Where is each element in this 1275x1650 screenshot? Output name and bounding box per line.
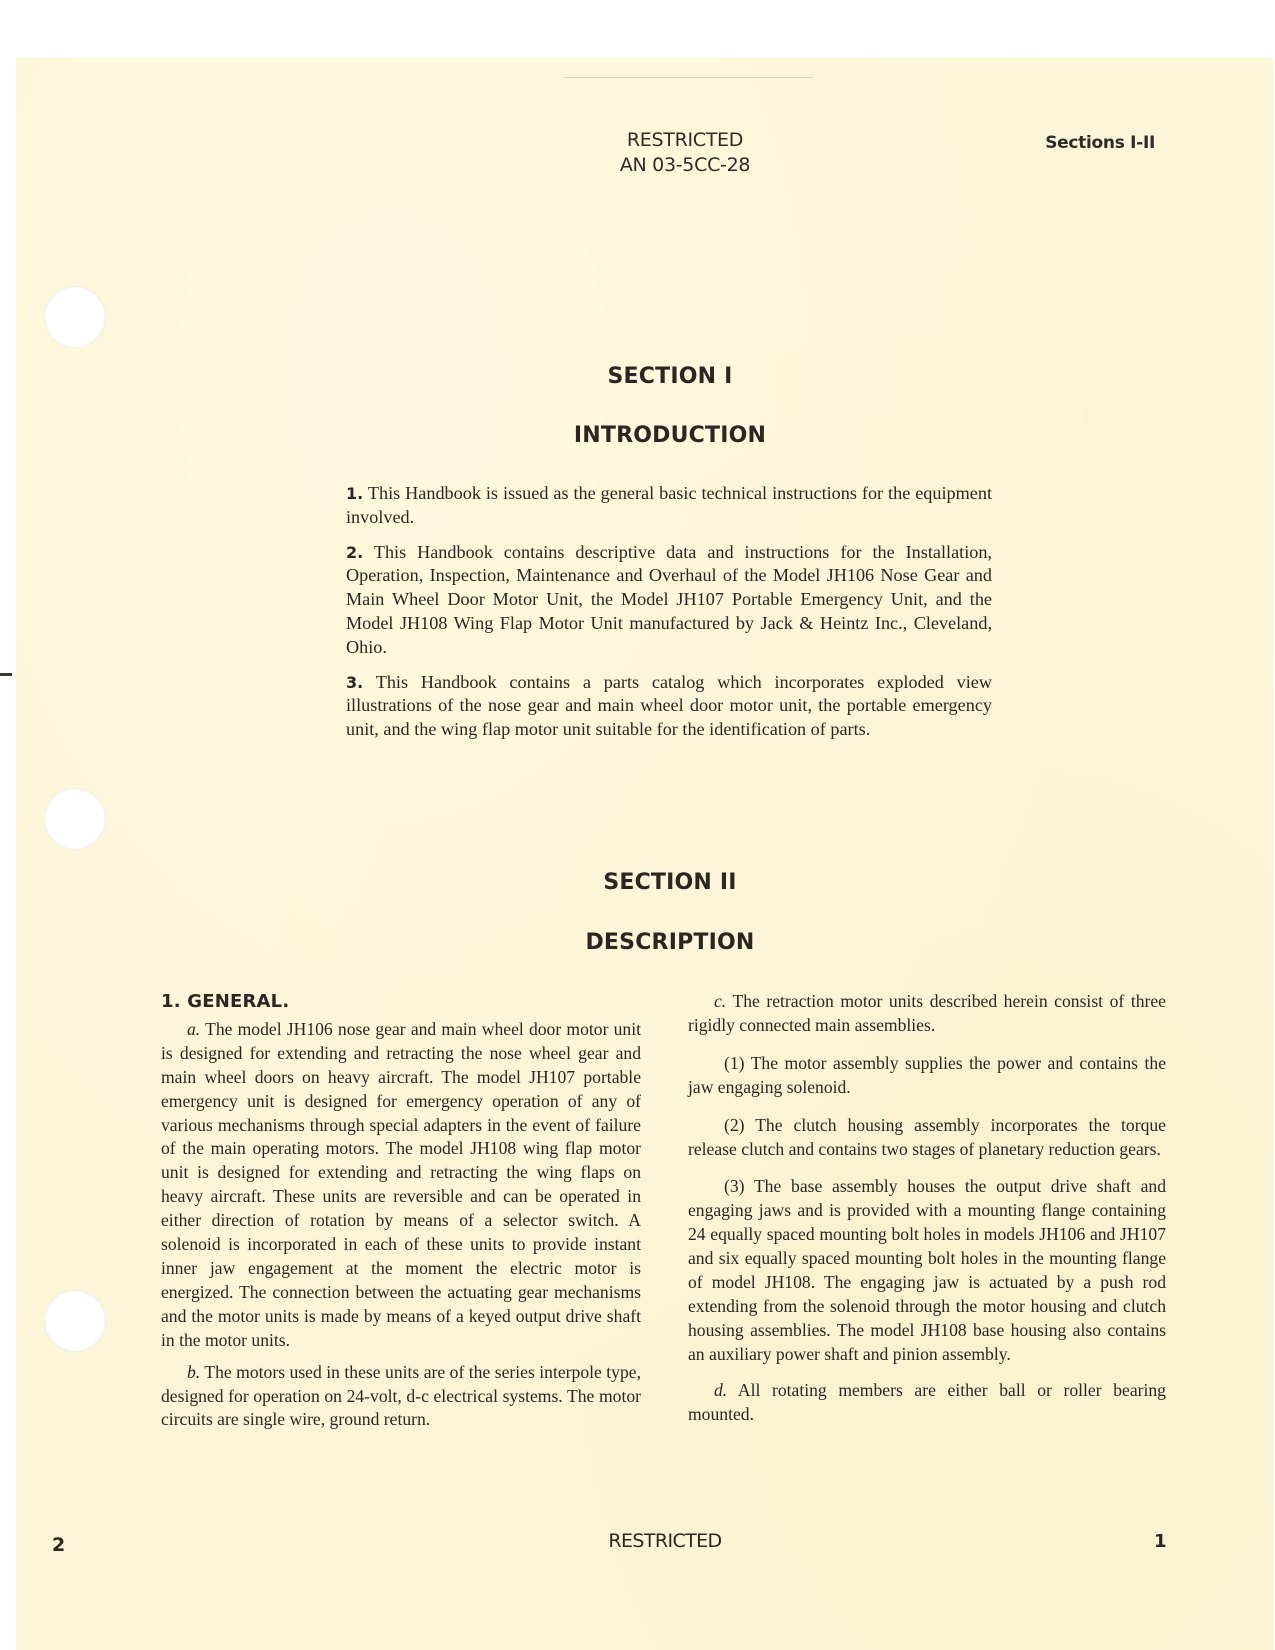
footer-classification: RESTRICTED [608, 1530, 722, 1552]
footer-right-page-number: 1 [1154, 1531, 1167, 1552]
paragraph-label: (2) [724, 1114, 745, 1135]
paragraph-text: This Handbook contains a parts catalog which incorporates exploded view illustrations of the nose gear and main wheel door motor unit, the portable emergency unit, and the wing flap motor unit suitable for the identification of parts. [346, 671, 992, 740]
paragraph-label: a. [187, 1018, 201, 1039]
paragraph-text: The model JH106 nose gear and main wheel door motor unit is designed for extending and retracting the nose wheel gear and main wheel doors on heavy aircraft. The model JH107 portable emergency unit is designed for emergency operation of any of various mechanisms through special adapters in the event of failure of the main operating motors. The model JH108 wing flap motor unit is designed for extending and retracting the wing flaps on heavy aircraft. These units are reversible and can be operated in either direction of rotation by means of a selector switch. A solenoid is incorporated in each of these units to provide instant inner jaw engagement at the moment the electric motor is energized. The connection between the actuating gear mechanisms and the motor units is made by means of a keyed output drive shaft in the motor units. [161, 1018, 641, 1350]
paragraph-number: 1. [346, 484, 364, 503]
section-1-number: SECTION I [607, 364, 733, 389]
top-rule-divider [563, 77, 813, 78]
paragraph-label: b. [187, 1361, 201, 1382]
paragraph-text: The retraction motor units described herein consist of three rigidly connected main assemblies. [688, 991, 1166, 1035]
description-paragraph [688, 990, 1166, 1038]
description-paragraph [161, 1018, 641, 1353]
paragraph-text: The base assembly houses the output drive shaft and engaging jaws and is provided with a mounting flange containing 24 equally spaced mounting bolt holes in models JH106 and JH107 and six equally spaced mounting bolt holes in the mounting flange of model JH108. The engaging jaw is actuated by a push rod extending from the solenoid through the motor housing and clutch housing assemblies. The model JH108 base housing also contains an auxiliary power shaft and pinion assembly. [688, 1176, 1166, 1364]
paragraph-text: The motor assembly supplies the power and contains the jaw engaging solenoid. [688, 1052, 1167, 1097]
section-1-body [346, 482, 992, 753]
header-classification: RESTRICTED [626, 129, 744, 151]
description-paragraph [161, 1361, 641, 1433]
paragraph-text: All rotating members are either ball or roller bearing mounted. [688, 1379, 1166, 1424]
header-doc-number: AN 03-5CC-28 [619, 154, 751, 176]
paragraph-label: (3) [724, 1176, 745, 1197]
section-2-right-column [688, 990, 1166, 1435]
page-header [560, 128, 810, 178]
paragraph-number: 2. [346, 542, 364, 562]
binder-hole-icon [44, 286, 106, 348]
footer-left-page-number: 2 [52, 1534, 66, 1556]
description-paragraph [688, 1175, 1166, 1366]
intro-paragraph [346, 671, 992, 742]
section-2-left-column [161, 990, 641, 1440]
paragraph-text: The clutch housing assembly incorporates the torque release clutch and contains two stages of planetary reduction gears. [688, 1114, 1166, 1159]
paragraph-number: 3. [346, 672, 364, 692]
paragraph-text: This Handbook is issued as the general basic technical instructions for the equipment involved. [346, 483, 993, 527]
intro-paragraph [346, 541, 992, 660]
paragraph-text: The motors used in these units are of the series interpole type, designed for operation on 24-volt, d-c electrical systems. The motor circuits are single wire, ground return. [161, 1361, 641, 1430]
section-1-title: INTRODUCTION [573, 423, 767, 448]
section-2-number: SECTION II [603, 870, 737, 895]
binder-hole-icon [44, 1290, 106, 1352]
section-2-title: DESCRIPTION [585, 930, 755, 955]
header-sections-label: Sections I-II [1045, 133, 1155, 153]
margin-mark [0, 673, 12, 676]
intro-paragraph [346, 482, 992, 530]
paragraph-label: d. [714, 1379, 728, 1400]
binder-hole-icon [44, 788, 106, 850]
paragraph-label: (1) [724, 1052, 745, 1073]
paragraph-text: This Handbook contains descriptive data and instructions for the Installation, Operation, Inspection, Maintenance and Overhaul of the Model JH106 Nose Gear and Main Wheel Door Motor Unit, the Model JH107 Portable Emergency Unit, and the Model JH108 Wing Flap Motor Unit manufactured by Jack & Heintz Inc., Cleveland, Ohio. [346, 541, 992, 657]
subsection-heading: 1. GENERAL. [161, 991, 290, 1012]
description-paragraph [688, 1052, 1166, 1100]
description-paragraph [688, 1114, 1166, 1162]
paragraph-label: c. [714, 991, 727, 1011]
description-paragraph [688, 1379, 1166, 1427]
